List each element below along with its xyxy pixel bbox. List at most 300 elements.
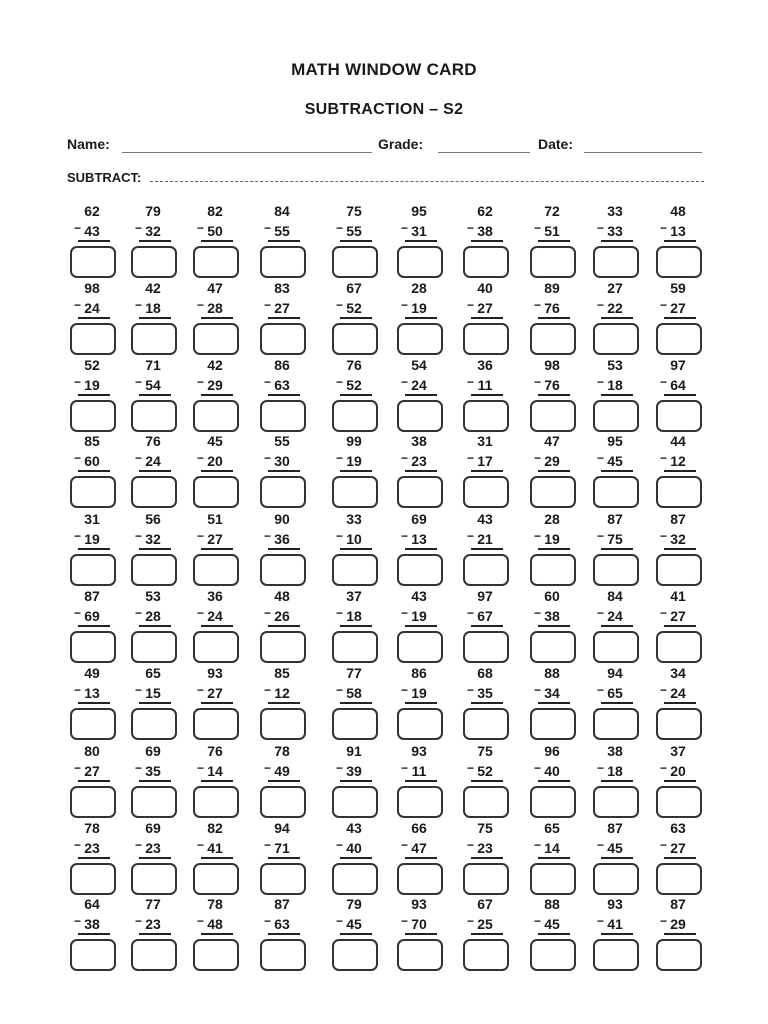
- answer-input[interactable]: [532, 556, 574, 584]
- answer-input[interactable]: [72, 710, 114, 738]
- answer-box[interactable]: [656, 631, 702, 663]
- subtrahend: 36: [274, 531, 290, 547]
- answer-box[interactable]: [656, 939, 702, 971]
- answer-box[interactable]: [656, 708, 702, 740]
- problem-r5-c6: [397, 511, 449, 587]
- answer-input[interactable]: [595, 865, 637, 893]
- answer-box[interactable]: [656, 863, 702, 895]
- answer-input[interactable]: [399, 788, 441, 816]
- answer-box[interactable]: [530, 708, 576, 740]
- minuend: 67: [477, 896, 493, 912]
- problem-r5-c10: [656, 511, 708, 587]
- answer-input[interactable]: [195, 633, 237, 661]
- answer-box[interactable]: [193, 246, 239, 278]
- answer-input[interactable]: [72, 941, 114, 969]
- answer-box[interactable]: [593, 708, 639, 740]
- problem-r2-c7: [463, 280, 515, 356]
- answer-box[interactable]: [131, 554, 177, 586]
- answer-box[interactable]: [70, 631, 116, 663]
- answer-box[interactable]: [593, 786, 639, 818]
- answer-box[interactable]: [193, 708, 239, 740]
- answer-box[interactable]: [593, 476, 639, 508]
- answer-box[interactable]: [463, 631, 509, 663]
- answer-input[interactable]: [133, 633, 175, 661]
- answer-box[interactable]: [397, 708, 443, 740]
- answer-input[interactable]: [133, 248, 175, 276]
- answer-input[interactable]: [262, 556, 304, 584]
- minuend: 83: [274, 280, 290, 296]
- answer-input[interactable]: [72, 788, 114, 816]
- subtrahend: 23: [477, 840, 493, 856]
- name-field[interactable]: [124, 137, 370, 153]
- answer-box[interactable]: [70, 786, 116, 818]
- subtrahend: 26: [274, 608, 290, 624]
- answer-input[interactable]: [133, 402, 175, 430]
- answer-input[interactable]: [532, 402, 574, 430]
- minuend: 78: [274, 743, 290, 759]
- subtrahend: 45: [607, 840, 623, 856]
- answer-input[interactable]: [465, 788, 507, 816]
- answer-box[interactable]: [397, 939, 443, 971]
- answer-input[interactable]: [334, 633, 376, 661]
- date-field[interactable]: [586, 137, 700, 153]
- answer-box[interactable]: [656, 246, 702, 278]
- answer-input[interactable]: [133, 325, 175, 353]
- answer-box[interactable]: [260, 400, 306, 432]
- answer-input[interactable]: [133, 556, 175, 584]
- minus-sign: −: [264, 529, 272, 543]
- minus-sign: −: [401, 606, 409, 620]
- minuend: 43: [411, 588, 427, 604]
- answer-input[interactable]: [195, 556, 237, 584]
- minuend: 87: [670, 896, 686, 912]
- subtrahend: 67: [477, 608, 493, 624]
- subtrahend: 35: [477, 685, 493, 701]
- answer-box[interactable]: [530, 554, 576, 586]
- answer-input[interactable]: [72, 556, 114, 584]
- answer-box[interactable]: [530, 631, 576, 663]
- answer-input[interactable]: [658, 788, 700, 816]
- answer-input[interactable]: [334, 941, 376, 969]
- answer-box[interactable]: [593, 863, 639, 895]
- answer-box[interactable]: [131, 476, 177, 508]
- answer-input[interactable]: [595, 325, 637, 353]
- answer-box[interactable]: [70, 708, 116, 740]
- answer-input[interactable]: [595, 941, 637, 969]
- answer-box[interactable]: [656, 323, 702, 355]
- answer-box[interactable]: [193, 554, 239, 586]
- answer-box[interactable]: [530, 863, 576, 895]
- answer-input[interactable]: [262, 710, 304, 738]
- answer-box[interactable]: [332, 863, 378, 895]
- answer-input[interactable]: [334, 788, 376, 816]
- answer-input[interactable]: [195, 710, 237, 738]
- answer-box[interactable]: [397, 400, 443, 432]
- answer-box[interactable]: [260, 323, 306, 355]
- minus-sign: −: [197, 451, 205, 465]
- answer-line: [601, 548, 633, 550]
- answer-box[interactable]: [70, 323, 116, 355]
- answer-box[interactable]: [193, 863, 239, 895]
- answer-box[interactable]: [463, 246, 509, 278]
- answer-box[interactable]: [593, 400, 639, 432]
- problem-r5-c7: [463, 511, 515, 587]
- answer-input[interactable]: [195, 788, 237, 816]
- answer-box[interactable]: [193, 400, 239, 432]
- answer-input[interactable]: [658, 710, 700, 738]
- answer-box[interactable]: [656, 786, 702, 818]
- answer-box[interactable]: [260, 863, 306, 895]
- answer-box[interactable]: [260, 246, 306, 278]
- answer-input[interactable]: [465, 248, 507, 276]
- subtrahend: 19: [411, 300, 427, 316]
- minus-sign: −: [74, 375, 82, 389]
- answer-box[interactable]: [332, 631, 378, 663]
- minuend: 76: [207, 743, 223, 759]
- problem-r7-c1: [70, 665, 122, 741]
- answer-box[interactable]: [463, 476, 509, 508]
- answer-input[interactable]: [465, 865, 507, 893]
- answer-line: [139, 625, 171, 627]
- answer-input[interactable]: [399, 248, 441, 276]
- answer-box[interactable]: [656, 400, 702, 432]
- answer-input[interactable]: [262, 788, 304, 816]
- answer-box[interactable]: [70, 863, 116, 895]
- answer-input[interactable]: [195, 478, 237, 506]
- answer-box[interactable]: [397, 246, 443, 278]
- subtrahend: 33: [607, 223, 623, 239]
- subtrahend: 55: [346, 223, 362, 239]
- answer-box[interactable]: [593, 554, 639, 586]
- answer-box[interactable]: [332, 708, 378, 740]
- answer-box[interactable]: [332, 400, 378, 432]
- minuend: 37: [670, 743, 686, 759]
- answer-line: [201, 625, 233, 627]
- answer-input[interactable]: [195, 865, 237, 893]
- answer-box[interactable]: [131, 323, 177, 355]
- answer-input[interactable]: [399, 865, 441, 893]
- answer-input[interactable]: [399, 402, 441, 430]
- subtrahend: 23: [145, 840, 161, 856]
- answer-box[interactable]: [70, 400, 116, 432]
- problem-r10-c9: [593, 896, 645, 972]
- answer-box[interactable]: [193, 323, 239, 355]
- answer-input[interactable]: [465, 402, 507, 430]
- answer-input[interactable]: [72, 478, 114, 506]
- answer-input[interactable]: [595, 402, 637, 430]
- answer-input[interactable]: [133, 478, 175, 506]
- answer-box[interactable]: [131, 786, 177, 818]
- answer-input[interactable]: [262, 402, 304, 430]
- answer-box[interactable]: [463, 400, 509, 432]
- answer-input[interactable]: [658, 865, 700, 893]
- answer-box[interactable]: [463, 323, 509, 355]
- minuend: 41: [670, 588, 686, 604]
- answer-box[interactable]: [530, 323, 576, 355]
- subtrahend: 41: [207, 840, 223, 856]
- problem-r2-c10: [656, 280, 708, 356]
- answer-box[interactable]: [70, 476, 116, 508]
- answer-box[interactable]: [131, 863, 177, 895]
- instruction-label: SUBTRACT:: [67, 170, 142, 185]
- answer-input[interactable]: [399, 556, 441, 584]
- answer-line: [139, 702, 171, 704]
- answer-box[interactable]: [397, 863, 443, 895]
- answer-input[interactable]: [595, 633, 637, 661]
- problem-r7-c2: [131, 665, 183, 741]
- answer-input[interactable]: [532, 710, 574, 738]
- answer-line: [405, 933, 437, 935]
- grade-field[interactable]: [440, 137, 528, 153]
- answer-input[interactable]: [595, 556, 637, 584]
- answer-input[interactable]: [262, 865, 304, 893]
- answer-input[interactable]: [399, 941, 441, 969]
- answer-box[interactable]: [530, 476, 576, 508]
- answer-box[interactable]: [332, 246, 378, 278]
- minuend: 86: [411, 665, 427, 681]
- answer-input[interactable]: [334, 248, 376, 276]
- answer-input[interactable]: [334, 402, 376, 430]
- answer-box[interactable]: [656, 554, 702, 586]
- answer-line: [201, 470, 233, 472]
- answer-line: [78, 317, 110, 319]
- answer-input[interactable]: [532, 865, 574, 893]
- answer-box[interactable]: [332, 554, 378, 586]
- answer-box[interactable]: [463, 939, 509, 971]
- answer-box[interactable]: [332, 939, 378, 971]
- answer-box[interactable]: [193, 631, 239, 663]
- answer-line: [268, 857, 300, 859]
- minus-sign: −: [467, 914, 475, 928]
- problem-r7-c6: [397, 665, 449, 741]
- answer-box[interactable]: [131, 246, 177, 278]
- answer-input[interactable]: [465, 633, 507, 661]
- answer-line: [601, 933, 633, 935]
- answer-box[interactable]: [70, 939, 116, 971]
- answer-line: [139, 470, 171, 472]
- problem-r2-c6: [397, 280, 449, 356]
- minuend: 68: [477, 665, 493, 681]
- answer-box[interactable]: [530, 939, 576, 971]
- minus-sign: −: [467, 375, 475, 389]
- answer-box[interactable]: [593, 631, 639, 663]
- answer-box[interactable]: [397, 476, 443, 508]
- minuend: 64: [84, 896, 100, 912]
- answer-line: [78, 548, 110, 550]
- minuend: 28: [411, 280, 427, 296]
- answer-box[interactable]: [260, 708, 306, 740]
- minus-sign: −: [597, 529, 605, 543]
- minus-sign: −: [597, 606, 605, 620]
- answer-input[interactable]: [133, 865, 175, 893]
- subtrahend: 38: [544, 608, 560, 624]
- answer-input[interactable]: [658, 248, 700, 276]
- problem-r9-c8: [530, 820, 582, 896]
- subtrahend: 32: [670, 531, 686, 547]
- minuend: 38: [411, 433, 427, 449]
- answer-line: [471, 317, 503, 319]
- answer-input[interactable]: [595, 478, 637, 506]
- answer-input[interactable]: [399, 710, 441, 738]
- answer-input[interactable]: [334, 325, 376, 353]
- answer-input[interactable]: [595, 248, 637, 276]
- answer-box[interactable]: [530, 400, 576, 432]
- answer-line: [78, 470, 110, 472]
- answer-line: [471, 394, 503, 396]
- answer-input[interactable]: [658, 556, 700, 584]
- answer-box[interactable]: [131, 400, 177, 432]
- answer-input[interactable]: [262, 325, 304, 353]
- answer-input[interactable]: [72, 402, 114, 430]
- answer-input[interactable]: [262, 248, 304, 276]
- minus-sign: −: [660, 375, 668, 389]
- answer-input[interactable]: [195, 402, 237, 430]
- answer-input[interactable]: [262, 633, 304, 661]
- answer-input[interactable]: [532, 325, 574, 353]
- answer-box[interactable]: [332, 476, 378, 508]
- answer-input[interactable]: [532, 478, 574, 506]
- answer-input[interactable]: [532, 941, 574, 969]
- answer-input[interactable]: [195, 248, 237, 276]
- answer-box[interactable]: [397, 631, 443, 663]
- minuend: 76: [346, 357, 362, 373]
- minuend: 71: [145, 357, 161, 373]
- minus-sign: −: [534, 529, 542, 543]
- subtrahend: 64: [670, 377, 686, 393]
- answer-input[interactable]: [334, 556, 376, 584]
- answer-box[interactable]: [260, 554, 306, 586]
- answer-input[interactable]: [133, 788, 175, 816]
- minus-sign: −: [135, 914, 143, 928]
- answer-box[interactable]: [260, 631, 306, 663]
- answer-input[interactable]: [399, 325, 441, 353]
- answer-input[interactable]: [399, 478, 441, 506]
- answer-box[interactable]: [593, 246, 639, 278]
- answer-input[interactable]: [595, 710, 637, 738]
- answer-input[interactable]: [72, 633, 114, 661]
- minuend: 76: [145, 433, 161, 449]
- answer-box[interactable]: [397, 323, 443, 355]
- subtrahend: 38: [84, 916, 100, 932]
- answer-box[interactable]: [193, 476, 239, 508]
- problem-r6-c10: [656, 588, 708, 664]
- answer-box[interactable]: [260, 476, 306, 508]
- subtrahend: 24: [411, 377, 427, 393]
- problem-r2-c2: [131, 280, 183, 356]
- answer-input[interactable]: [334, 710, 376, 738]
- answer-input[interactable]: [334, 865, 376, 893]
- answer-input[interactable]: [465, 556, 507, 584]
- subtrahend: 65: [607, 685, 623, 701]
- minuend: 31: [477, 433, 493, 449]
- answer-box[interactable]: [131, 631, 177, 663]
- answer-box[interactable]: [131, 939, 177, 971]
- answer-box[interactable]: [530, 786, 576, 818]
- answer-box[interactable]: [260, 939, 306, 971]
- answer-input[interactable]: [334, 478, 376, 506]
- minuend: 49: [84, 665, 100, 681]
- answer-input[interactable]: [658, 325, 700, 353]
- minus-sign: −: [401, 914, 409, 928]
- answer-input[interactable]: [195, 941, 237, 969]
- answer-input[interactable]: [72, 325, 114, 353]
- minus-sign: −: [74, 221, 82, 235]
- answer-input[interactable]: [658, 633, 700, 661]
- answer-box[interactable]: [332, 323, 378, 355]
- answer-box[interactable]: [131, 708, 177, 740]
- problem-r1-c2: [131, 203, 183, 279]
- answer-box[interactable]: [70, 246, 116, 278]
- minuend: 87: [670, 511, 686, 527]
- answer-input[interactable]: [658, 941, 700, 969]
- answer-input[interactable]: [465, 941, 507, 969]
- subtrahend: 27: [670, 840, 686, 856]
- answer-input[interactable]: [595, 788, 637, 816]
- answer-input[interactable]: [399, 633, 441, 661]
- answer-line: [538, 780, 570, 782]
- minus-sign: −: [135, 375, 143, 389]
- answer-input[interactable]: [658, 478, 700, 506]
- answer-box[interactable]: [332, 786, 378, 818]
- answer-input[interactable]: [133, 941, 175, 969]
- subtrahend: 29: [207, 377, 223, 393]
- answer-input[interactable]: [72, 865, 114, 893]
- answer-box[interactable]: [530, 246, 576, 278]
- answer-input[interactable]: [195, 325, 237, 353]
- answer-input[interactable]: [532, 633, 574, 661]
- answer-input[interactable]: [465, 325, 507, 353]
- answer-box[interactable]: [397, 786, 443, 818]
- answer-box[interactable]: [193, 786, 239, 818]
- answer-input[interactable]: [465, 710, 507, 738]
- answer-line: [78, 933, 110, 935]
- minus-sign: −: [336, 914, 344, 928]
- answer-line: [78, 857, 110, 859]
- answer-input[interactable]: [532, 248, 574, 276]
- answer-box[interactable]: [193, 939, 239, 971]
- problem-r2-c9: [593, 280, 645, 356]
- answer-box[interactable]: [593, 323, 639, 355]
- answer-box[interactable]: [656, 476, 702, 508]
- answer-box[interactable]: [463, 863, 509, 895]
- subtrahend: 24: [84, 300, 100, 316]
- minus-sign: −: [264, 761, 272, 775]
- answer-box[interactable]: [463, 554, 509, 586]
- answer-input[interactable]: [133, 710, 175, 738]
- answer-input[interactable]: [658, 402, 700, 430]
- answer-box[interactable]: [593, 939, 639, 971]
- problem-r9-c6: [397, 820, 449, 896]
- answer-box[interactable]: [260, 786, 306, 818]
- answer-box[interactable]: [463, 708, 509, 740]
- answer-input[interactable]: [262, 941, 304, 969]
- minus-sign: −: [135, 451, 143, 465]
- answer-input[interactable]: [262, 478, 304, 506]
- minus-sign: −: [197, 838, 205, 852]
- answer-line: [340, 470, 372, 472]
- answer-input[interactable]: [532, 788, 574, 816]
- answer-box[interactable]: [397, 554, 443, 586]
- problem-r2-c8: [530, 280, 582, 356]
- minus-sign: −: [467, 221, 475, 235]
- minus-sign: −: [660, 683, 668, 697]
- answer-box[interactable]: [70, 554, 116, 586]
- problem-r6-c6: [397, 588, 449, 664]
- answer-input[interactable]: [465, 478, 507, 506]
- answer-input[interactable]: [72, 248, 114, 276]
- minuend: 66: [411, 820, 427, 836]
- answer-box[interactable]: [463, 786, 509, 818]
